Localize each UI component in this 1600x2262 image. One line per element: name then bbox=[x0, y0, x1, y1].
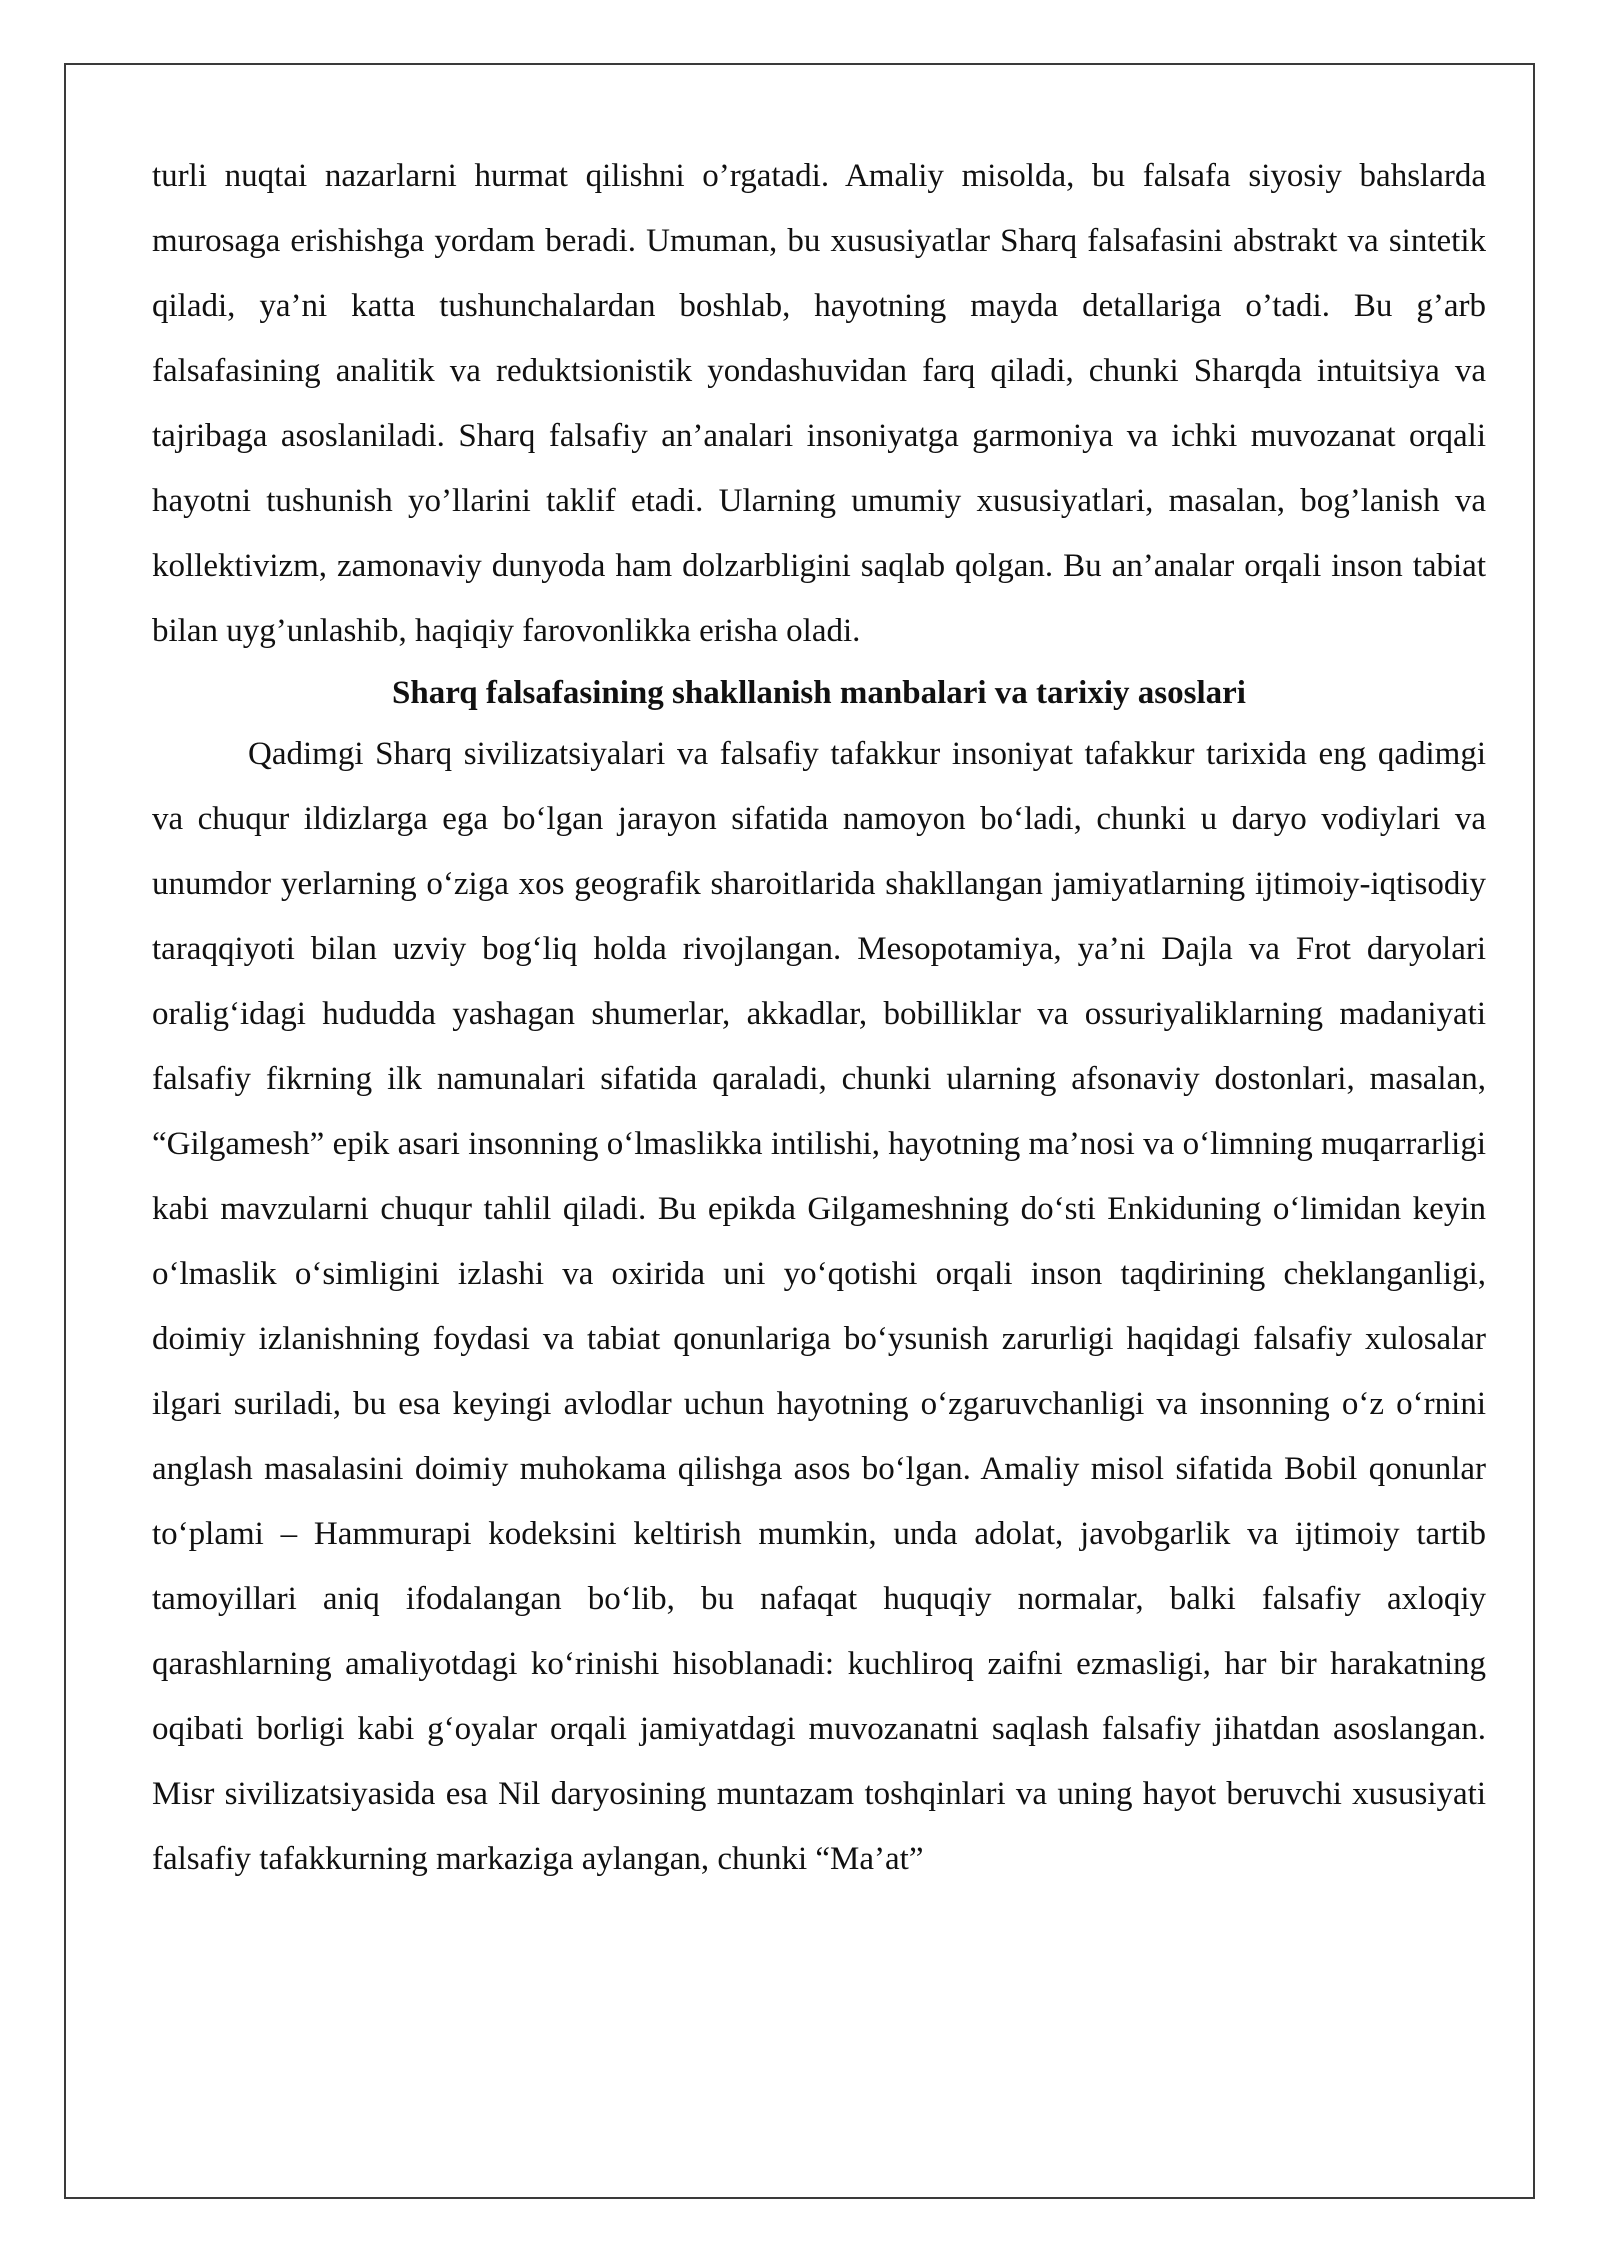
document-body bbox=[152, 144, 1486, 1892]
paragraph-main: Qadimgi Sharq sivilizatsiyalari va falsafiy tafakkur insoniyat tafakkur tarixida eng qadimgi va chuqur ildizlarga ega bo‘lgan jarayon sifatida namoyon bo‘ladi, chunki u daryo vodiylari va unumdor yerlarning o‘ziga xos geografik sharoitlarida shakllangan jamiyatlarning ijtimoiy-iqtisodiy taraqqiyoti bilan uzviy bog‘liq holda rivojlangan. Mesopotamiya, ya’ni Dajla va Frot daryolari oralig‘idagi hududda yashagan shumerlar, akkadlar, bobilliklar va ossuriyaliklarning madaniyati falsafiy fikrning ilk namunalari sifatida qaraladi, chunki ularning afsonaviy dostonlari, masalan, “Gilgamesh” epik asari insonning o‘lmaslikka intilishi, hayotning ma’nosi va o‘limning muqarrarligi kabi mavzularni chuqur tahlil qiladi. Bu epikda Gilgameshning do‘sti Enkiduning o‘limidan keyin o‘lmaslik o‘simligini izlashi va oxirida uni yo‘qotishi orqali inson taqdirining cheklanganligi, doimiy izlanishning foydasi va tabiat qonunlariga bo‘ysunish zarurligi haqidagi falsafiy xulosalar ilgari suriladi, bu esa keyingi avlodlar uchun hayotning o‘zgaruvchanligi va insonning o‘z o‘rnini anglash masalasini doimiy muhokama qilishga asos bo‘lgan. Amaliy misol sifatida Bobil qonunlar to‘plami – Hammurapi kodeksini keltirish mumkin, unda adolat, javobgarlik va ijtimoiy tartib tamoyillari aniq ifodalangan bo‘lib, bu nafaqat huquqiy normalar, balki falsafiy axloqiy qarashlarning amaliyotdagi ko‘rinishi hisoblanadi: kuchliroq zaifni ezmasligi, har bir harakatning oqibati borligi kabi g‘oyalar orqali jamiyatdagi muvozanatni saqlash falsafiy jihatdan asoslangan. Misr sivilizatsiyasida esa Nil daryosining muntazam toshqinlari va uning hayot beruvchi xususiyati falsafiy tafakkurning markaziga aylangan, chunki “Ma’at” bbox=[152, 736, 1486, 1877]
paragraph-continuation: turli nuqtai nazarlarni hurmat qilishni o’rgatadi. Amaliy misolda, bu falsafa siyosiy bahslarda murosaga erishishga yordam beradi. Umuman, bu xususiyatlar Sharq falsafasini abstrakt va sintetik qiladi, ya’ni katta tushunchalardan boshlab, hayotning mayda detallariga o’tadi. Bu g’arb falsafasining analitik va reduktsionistik yondashuvidan farq qiladi, chunki Sharqda intuitsiya va tajribaga asoslaniladi. Sharq falsafiy an’analari insoniyatga garmoniya va ichki muvozanat orqali hayotni tushunish yo’llarini taklif etadi. Ularning umumiy xususiyatlari, masalan, bog’lanish va kollektivizm, zamonaviy dunyoda ham dolzarbligini saqlab qolgan. Bu an’analar orqali inson tabiat bilan uyg’unlashib, haqiqiy farovonlikka erisha oladi. bbox=[152, 158, 1486, 649]
section-heading: Sharq falsafasining shakllanish manbalari va tarixiy asoslari bbox=[392, 675, 1246, 711]
